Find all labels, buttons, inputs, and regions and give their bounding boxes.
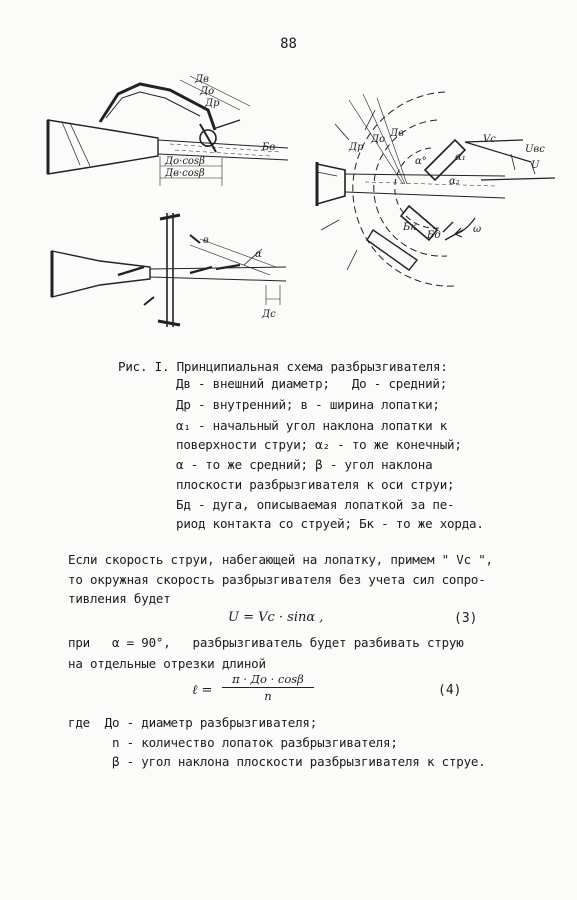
label-bd: Бд: [427, 230, 441, 241]
figure-caption-line: поверхности струи; α₂ - то же конечный;: [176, 437, 462, 452]
label-dv: Дв: [195, 74, 209, 85]
paragraph-line: то окружная скорость разбрызгивателя без учета сил сопро-: [68, 572, 486, 587]
definition-line: где До - диаметр разбрызгивателя;: [68, 715, 318, 730]
equation-4-numerator: π · До · cosβ: [232, 672, 304, 686]
label-omega: ω: [473, 224, 482, 235]
paragraph-line: Если скорость струи, набегающей на лопатку, примем " Vc ",: [68, 552, 493, 567]
disintegrator-shaft: [167, 213, 173, 327]
label-alpha-2: α₂: [449, 176, 460, 187]
outer-circle: [353, 92, 455, 286]
equation-4-fraction: [222, 672, 314, 703]
blade: [118, 265, 240, 275]
figure-caption-line: α - то же средний; β - угол наклона: [176, 457, 433, 472]
paragraph-line: при α = 90°, разбрызгиватель будет разбивать струю: [68, 635, 464, 650]
label-b: в: [203, 235, 209, 246]
label-do: До: [200, 86, 215, 97]
label-do-cos: До·cosβ: [165, 156, 205, 167]
label-b: Бв: [262, 142, 276, 153]
fraction-bar: [222, 687, 314, 688]
jet: [345, 174, 505, 198]
label-alpha: α: [255, 249, 262, 260]
paragraph-line: тивления будет: [68, 591, 171, 606]
equation-3-number: (3): [454, 611, 478, 626]
label-u-vc: Uвс: [525, 144, 545, 155]
page-number: 88: [280, 36, 297, 52]
figure-bottom-left: [40, 205, 290, 340]
figure-caption-line: α₁ - начальный угол наклона лопатки к: [176, 418, 448, 433]
figure-caption-line: плоскости разбрызгивателя к оси струи;: [176, 477, 455, 492]
label-dv-cos: Дв·cosβ: [165, 168, 205, 179]
paragraph-line: на отдельные отрезки длиной: [68, 656, 266, 671]
rotation-arrow: [455, 218, 475, 237]
definition-line: β - угол наклона плоскости разбрызгивателя к струе.: [68, 754, 486, 769]
label-bk: Бк: [403, 222, 417, 233]
label-dv: Дв: [390, 128, 404, 139]
equation-3: U = Vc · sinα ,: [228, 610, 324, 625]
equation-4-lhs: ℓ =: [192, 683, 213, 698]
label-do: До: [371, 134, 386, 145]
nozzle-body: [52, 251, 150, 297]
label-alpha-o: α°: [415, 156, 427, 167]
label-dr: Др: [349, 142, 364, 153]
equation-4-number: (4): [438, 683, 462, 698]
label-dc: Дс: [262, 309, 276, 320]
equation-4-denominator: n: [264, 689, 272, 703]
disintegrator-arm: [100, 84, 215, 130]
figure-caption-lead: Рис. I. Принципиальная схема разбрызгивателя:: [118, 359, 448, 374]
figure-caption-line: Бд - дуга, описываемая лопаткой за пе-: [176, 497, 455, 512]
nozzle: [317, 164, 345, 204]
label-alpha-1: α₁: [455, 152, 466, 163]
figure-top-left: [40, 70, 290, 200]
label-u: U: [531, 160, 540, 171]
figure-right: [305, 80, 565, 305]
label-vc: Vс: [483, 134, 496, 145]
figure-caption-line: Др - внутренний; в - ширина лопатки;: [176, 397, 440, 412]
figure-caption-line: Дв - внешний диаметр; До - средний;: [176, 376, 448, 391]
figure-caption-line: риод контакта со струей; Бк - то же хорда.: [176, 516, 484, 531]
definition-line: n - количество лопаток разбрызгивателя;: [68, 735, 398, 750]
label-dr: Др: [205, 98, 220, 109]
